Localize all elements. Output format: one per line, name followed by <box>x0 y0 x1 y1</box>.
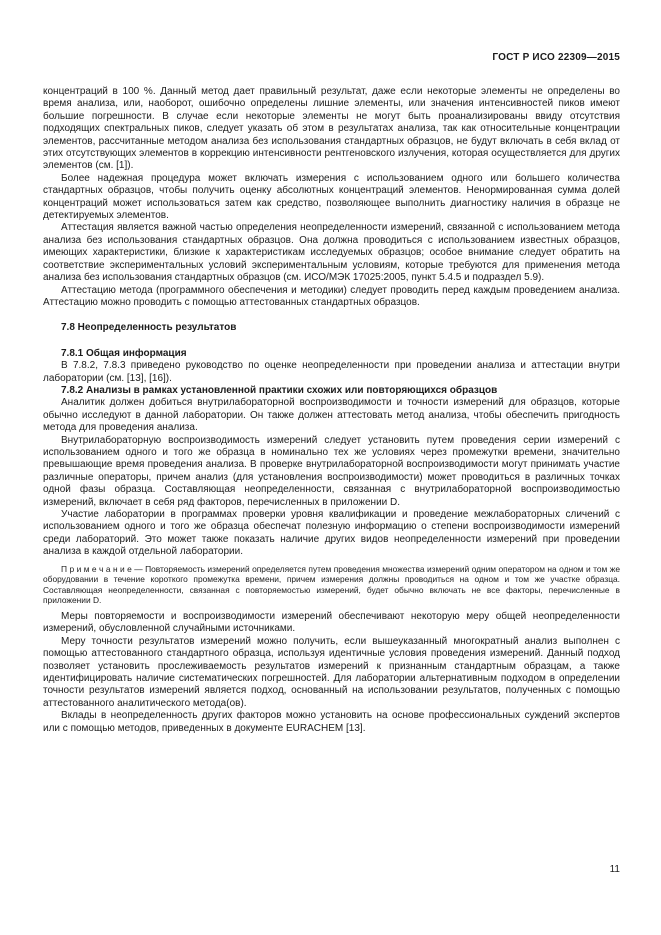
paragraph: концентраций в 100 %. Данный метод дает правильный результат, даже если некоторые элементы не определены во время анализа, или, наоборот, ошибочно определены лишние элементы, или значения интенсивностей пиков имеют большие погрешности. В случае если некоторые элементы не могут быть проанализированы ввиду отсутствия подходящих спектральных пиков, следует указать об этом в результатах анализа, так как относительные концентрации элементов, рассчитанные методом анализа без использования стандартных образцов, не будут включать в себя вклад от этих отсутствующих элементов в коррекцию интенсивности рентгеновского излучения, которая осуществляется для других элементов (см. [1]). <box>43 86 620 172</box>
section-heading: 7.8 Неопределенность результатов <box>61 322 237 334</box>
paragraph: В 7.8.2, 7.8.3 приведено руководство по оценке неопределенности при проведении анализа и аттестации внутри лаборатории (см. [13], [16]). <box>43 360 620 384</box>
paragraph: Аналитик должен добиться внутрилабораторной воспроизводимости и точности измерений для образцов, которые обычно исследуют в данной лаборатории. Он также должен аттестовать метод анализа, чтобы обеспечить пригодность метода для проведения анализа. <box>43 397 620 434</box>
paragraph: Аттестация является важной частью определения неопределенности измерений, связанной с использованием метода анализа без использования стандартных образцов. Она должна проводиться с использованием известных образцов, имеющих характеристики, близкие к характеристикам исследуемых образцов; особое внимание следует обратить на соответствие экспериментальных условий экспериментальным условиям, которые требуются для применения метода анализа без использования стандартных образцов (см. ИСО/МЭК 17025:2005, пункт 5.4.5 и подраздел 5.9). <box>43 222 620 284</box>
paragraph: Внутрилабораторную воспроизводимость измерений следует установить путем проведения серии измерений с использованием одного и того же образца в номинально тех же условиях через промежутки времени, значительно превышающие время проведения анализа. В проверке внутрилабораторной воспроизводимости могут принимать участие различные операторы, причем анализ (для установления воспроизводимости) может проводиться в различных точках одной фазы образца. Составляющая неопределенности, связанная с внутрилабораторной воспроизводимостью измерений, включает в себя ряд факторов, перечисленных в приложении D. <box>43 434 620 508</box>
paragraph: Участие лаборатории в программах проверки уровня квалификации и проведение межлабораторных сличений с использованием одного и того же образца обеспечат полезную информацию о степени воспроизводимости измерений среди лабораторий. Это может также показать наличие других видов неопределенности измерений при проведении анализа в каждой отдельной лаборатории. <box>43 509 620 558</box>
subsection-heading: 7.8.1 Общая информация <box>61 347 187 359</box>
document-body <box>43 86 620 735</box>
paragraph: Аттестацию метода (программного обеспечения и методики) следует проводить перед каждым проведением анализа. Аттестацию можно проводить с помощью аттестованных стандартных образцов. <box>43 284 620 308</box>
paragraph: Меру точности результатов измерений можно получить, если вышеуказанный многократный анализ выполнен с помощью аттестованного стандартного образца, используя идентичные условия проведения измерений. Данный подход позволяет установить прослеживаемость результатов измерений к признанным стандартным образцам, а также идентифицировать наличие систематических погрешностей. Для лаборатории альтернативным подходом в определении точности результатов измерений является подход, основанный на использовании результатов, полученных с помощью аттестованного аналитического метода(ов). <box>43 635 620 709</box>
paragraph: Более надежная процедура может включать измерения с использованием одного или большего количества стандартных образцов, чтобы получить оценку абсолютных концентраций элементов. Ненормированная сумма долей концентраций может использоваться затем как средство, позволяющее выполнить диагностику наличия в образце не детектируемых элементов. <box>43 172 620 222</box>
document-header: ГОСТ Р ИСО 22309—2015 <box>492 52 620 63</box>
note-paragraph: П р и м е ч а н и е — Повторяемость измерений определяется путем проведения множества измерений одним оператором на одном и том же оборудовании в течение короткого промежутка времени, причем измерения должны проводиться на одном и том же участке образца. Составляющая неопределенности, связанная с повторяемостью измерений, будет обычно включать не все факторы, перечисленные в приложении D. <box>43 563 620 606</box>
paragraph: Вклады в неопределенность других факторов можно установить на основе профессиональных суждений экспертов или с помощью методов, приведенных в документе EURACHEM [13]. <box>43 710 620 734</box>
subsection-heading: 7.8.2 Анализы в рамках установленной практики схожих или повторяющихся образцов <box>61 384 498 396</box>
paragraph: Меры повторяемости и воспроизводимости измерений обеспечивают некоторую меру общей неопределенности измерений, обусловленной случайными источниками. <box>43 611 620 635</box>
page-number: 11 <box>609 864 620 875</box>
